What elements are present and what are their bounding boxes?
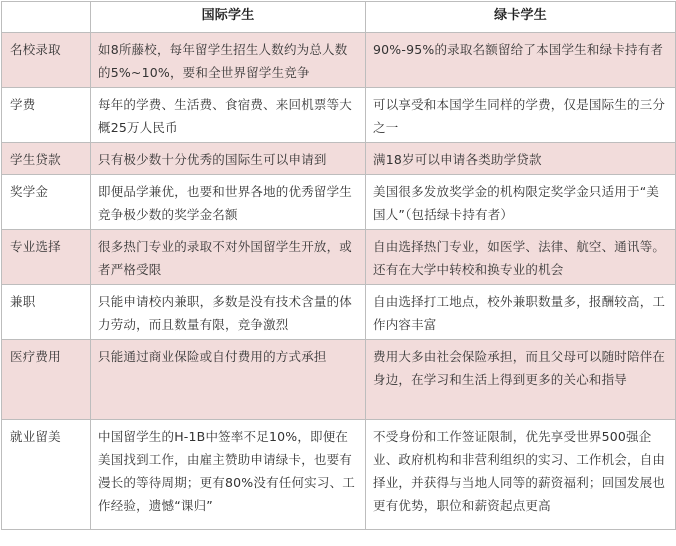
comparison-table-container	[1, 1, 675, 530]
table-header-row	[2, 2, 676, 33]
table-row	[2, 420, 676, 530]
intl-cell: 每年的学费、生活费、食宿费、来回机票等大概25万人民币	[91, 88, 366, 143]
greencard-cell: 满18岁可以申请各类助学贷款	[366, 143, 676, 175]
header-international-students: 国际学生	[91, 2, 366, 33]
intl-cell: 只能通过商业保险或自付费用的方式承担	[91, 340, 366, 420]
row-label: 名校录取	[2, 33, 91, 88]
greencard-cell: 费用大多由社会保险承担，而且父母可以随时陪伴在身边，在学习和生活上得到更多的关心和指导	[366, 340, 676, 420]
intl-cell: 只有极少数十分优秀的国际生可以申请到	[91, 143, 366, 175]
intl-cell: 很多热门专业的录取不对外国留学生开放，或者严格受限	[91, 230, 366, 285]
header-green-card-students: 绿卡学生	[366, 2, 676, 33]
table-row	[2, 285, 676, 340]
row-label: 专业选择	[2, 230, 91, 285]
row-label: 学费	[2, 88, 91, 143]
greencard-cell: 90%-95%的录取名额留给了本国学生和绿卡持有者	[366, 33, 676, 88]
header-category	[2, 2, 91, 33]
greencard-cell: 自由选择热门专业，如医学、法律、航空、通讯等。还有在大学中转校和换专业的机会	[366, 230, 676, 285]
row-label: 兼职	[2, 285, 91, 340]
intl-cell: 即便品学兼优，也要和世界各地的优秀留学生竞争极少数的奖学金名额	[91, 175, 366, 230]
row-label: 就业留美	[2, 420, 91, 530]
table-row	[2, 143, 676, 175]
intl-cell: 如8所藤校，每年留学生招生人数约为总人数的5%~10%，要和全世界留学生竞争	[91, 33, 366, 88]
comparison-table	[1, 1, 676, 530]
row-label: 医疗费用	[2, 340, 91, 420]
table-row	[2, 340, 676, 420]
table-row	[2, 33, 676, 88]
greencard-cell: 自由选择打工地点，校外兼职数量多，报酬较高，工作内容丰富	[366, 285, 676, 340]
row-label: 奖学金	[2, 175, 91, 230]
greencard-cell: 美国很多发放奖学金的机构限定奖学金只适用于“美国人”（包括绿卡持有者）	[366, 175, 676, 230]
greencard-cell: 不受身份和工作签证限制，优先享受世界500强企业、政府机构和非营利组织的实习、工作机会，自由择业，并获得与当地人同等的薪资福利；回国发展也更有优势，职位和薪资起点更高	[366, 420, 676, 530]
intl-cell: 中国留学生的H-1B中签率不足10%，即便在美国找到工作，由雇主赞助申请绿卡，也要有漫长的等待周期；更有80%没有任何实习、工作经验，遗憾“课归”	[91, 420, 366, 530]
table-row	[2, 230, 676, 285]
row-label: 学生贷款	[2, 143, 91, 175]
table-row	[2, 175, 676, 230]
table-row	[2, 88, 676, 143]
greencard-cell: 可以享受和本国学生同样的学费，仅是国际生的三分之一	[366, 88, 676, 143]
intl-cell: 只能申请校内兼职，多数是没有技术含量的体力劳动，而且数量有限，竞争激烈	[91, 285, 366, 340]
